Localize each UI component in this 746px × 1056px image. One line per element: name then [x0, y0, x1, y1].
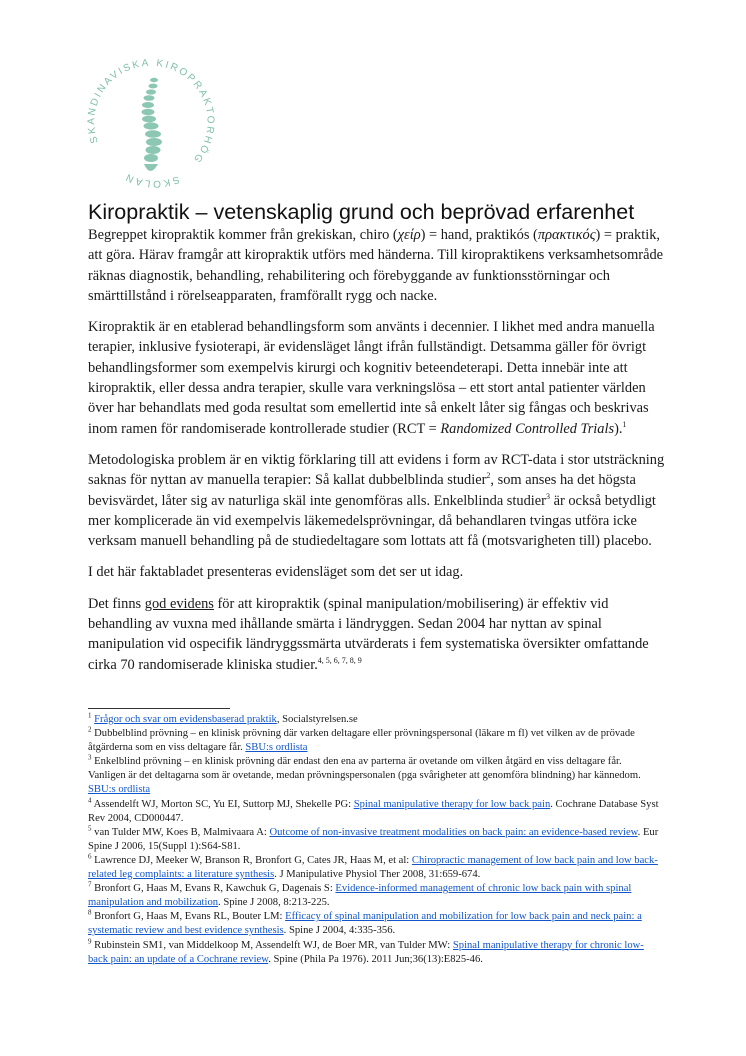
footnote-link[interactable]: Efficacy of spinal manipulation and mobilization for low back pain and neck pain: a systematic review and best evidence synthesis	[88, 911, 642, 937]
page-title: Kiropraktik – vetenskaplig grund och beprövad erfarenhet	[88, 200, 635, 224]
footnote-7: $^7$ Bronfort G, Haas M, Evans R, Kawchuk G, Dagenais S: Evidence-informed management of chronic low back pain with spinal manipulation and mobilization. Spine J 2008, 8:213-225.	[88, 880, 632, 909]
article-body	[88, 225, 668, 686]
footnote-link[interactable]: Outcome of non-invasive treatment modalities on back pain: an evidence-based review	[269, 826, 638, 838]
paragraph-methodology: Metodologiska problem är en viktig förklaring till att evidens i form av RCT-data i stor utsträckning saknas för nyttan av manuella terapier: Så kallat dubbelblinda studier$^2$, som anses ha det högsta bevisvärdet, låter sig av naturliga skäl inte genomföras alls. Enkelblinda studier$^3$ är också betydligt mer komplicerade än vid exempelvis läkemedelsprövningar, då behandlaren tvingas utföra icke verksam manuell behandling på de studiedeltagare som lottats att få (motsvarigheten till) placebo.	[88, 451, 665, 550]
footnote-3: $^3$ Enkelblind prövning – en klinisk prövning där endast den ena av parterna är ovetande om vilken åtgärd en viss deltagare får. Vanligen är det deltagarna som är ovetande, medan prövningspersonalen (pga svårigheter att genomföra blindning) har kännedom. SBU:s ordlista	[88, 753, 641, 796]
footnote-refs: 4, 5, 6, 7, 8, 9	[317, 655, 362, 665]
footnote-8: $^8$ Bronfort G, Haas M, Evans RL, Bouter LM: Efficacy of spinal manipulation and mobilization for low back pain and neck pain: a systematic review and best evidence synthesis. Spine J 2004, 4:335-356.	[88, 908, 642, 937]
footnote-link[interactable]: SBU:s ordlista	[245, 742, 308, 754]
footnote-link[interactable]: Frågor och svar om evidensbaserad praktik	[94, 714, 277, 725]
footnote-2: $^2$ Dubbelblind prövning – en klinisk prövning där varken deltagare eller prövningspersonal (läkare m fl) vet vilken av de prövade åtgärderna som en viss deltagare får. SBU:s ordlista	[88, 725, 635, 754]
good-evidence-link[interactable]: god evidens	[144, 595, 214, 612]
paragraph-factsheet: I det här faktabladet presenteras evidensläget som det ser ut idag.	[88, 564, 464, 581]
footnote-link[interactable]: Spinal manipulative therapy for chronic low-back pain: an update of a Cochrane review	[88, 939, 644, 965]
footnote-link[interactable]: Evidence-informed management of chronic low back pain with spinal manipulation and mobilization	[88, 883, 632, 909]
logo-text-bottom: SKOLAN	[122, 170, 181, 188]
footnote-link[interactable]: SBU:s ordlista	[88, 784, 151, 796]
footnote-5: $^5$ van Tulder MW, Koes B, Malmivaara A: Outcome of non-invasive treatment modalities on back pain: an evidence-based review. Eur Spine J 2006, 15(Suppl 1):S64-S81.	[88, 824, 659, 852]
paragraph-evidence-status: Kiropraktik är en etablerad behandlingsform som använts i decennier. I likhet med andra manuella terapier, inklusive fysioterapi, är evidensläget långt ifrån fullständigt. Detsamma gäller för övrigt behandlingsformer som exempelvis kirurgi och kognitiv beteendeterapi. Detta innebär inte att kiropraktik, eller dessa andra terapier, skulle vara verkningslösa – ett stort antal patienter världen över har behandlats med goda resultat som emellertid inte så enkelt låter sig fångas och beskrivas inom ramen för randomiserade kontrollerade studier (RCT = Randomized Controlled Trials).$^1$	[88, 319, 655, 437]
school-logo	[82, 38, 222, 188]
footnote-ref: 2	[486, 471, 491, 481]
footnote-link[interactable]: Chiropractic management of low back pain and low back-related leg complaints: a literature synthesis	[88, 854, 658, 881]
footnote-4: $^4$ Assendelft WJ, Morton SC, Yu EI, Suttorp MJ, Shekelle PG: Spinal manipulative therapy for low back pain. Cochrane Database Syst Rev 2004, CD000447.	[88, 796, 659, 824]
footnote-9: $^9$ Rubinstein SM1, van Middelkoop M, Assendelft WJ, de Boer MR, van Tulder MW: Spinal manipulative therapy for chronic low-back pain: an update of a Cochrane review. Spine (Phila Pa 1976). 2011 Jun;36(13):E825-46.	[88, 936, 644, 965]
footnote-6: $^6$ Lawrence DJ, Meeker W, Branson R, Bronfort G, Cates JR, Haas M, et al: Chiropractic management of low back pain and low back-related leg complaints: a literature synthesis. J Manipulative Physiol Ther 2008, 31:659-674.	[88, 852, 658, 881]
footnote-ref: 1	[622, 419, 627, 429]
logo-text-top: SKANDINAVISKA	[86, 57, 151, 145]
logo-text-right: KIROPRAKTORHÖG	[155, 57, 216, 166]
footnote-divider	[88, 708, 230, 709]
paragraph-good-evidence: Det finns god evidens för att kiropraktik (spinal manipulation/mobilisering) är effektiv vid behandling av vuxna med ihållande smärta i ländryggen. Sedan 2004 har nyttan av spinal manipulation vid ospecifik ländryggssmärta utvärderats i fem systematiska översikter omfattande cirka 70 randomiserade kliniska studier.$^{4, 5, 6, 7, 8, 9}$	[88, 595, 649, 673]
footnote-1: $^1$ Frågor och svar om evidensbaserad praktik, Socialstyrelsen.se	[88, 711, 358, 725]
paragraph-intro: Begreppet kiropraktik kommer från grekiskan, chiro (χείρ) = hand, praktikós (πρακτικός) = praktik, att göra. Härav framgår att kiropraktik utförs med händerna. Till kiropraktikens verksamhetsområde räknas diagnostik, behandling, rehabilitering och förebyggande av funktionsstörningar och smärttillstånd i rörelseapparaten, framförallt rygg och nacke.	[88, 227, 664, 304]
spine-logo-icon	[82, 38, 222, 188]
footnote-link[interactable]: Spinal manipulative therapy for low back pain	[353, 798, 551, 810]
footnote-ref: 3	[545, 491, 550, 501]
footnotes	[88, 713, 660, 967]
